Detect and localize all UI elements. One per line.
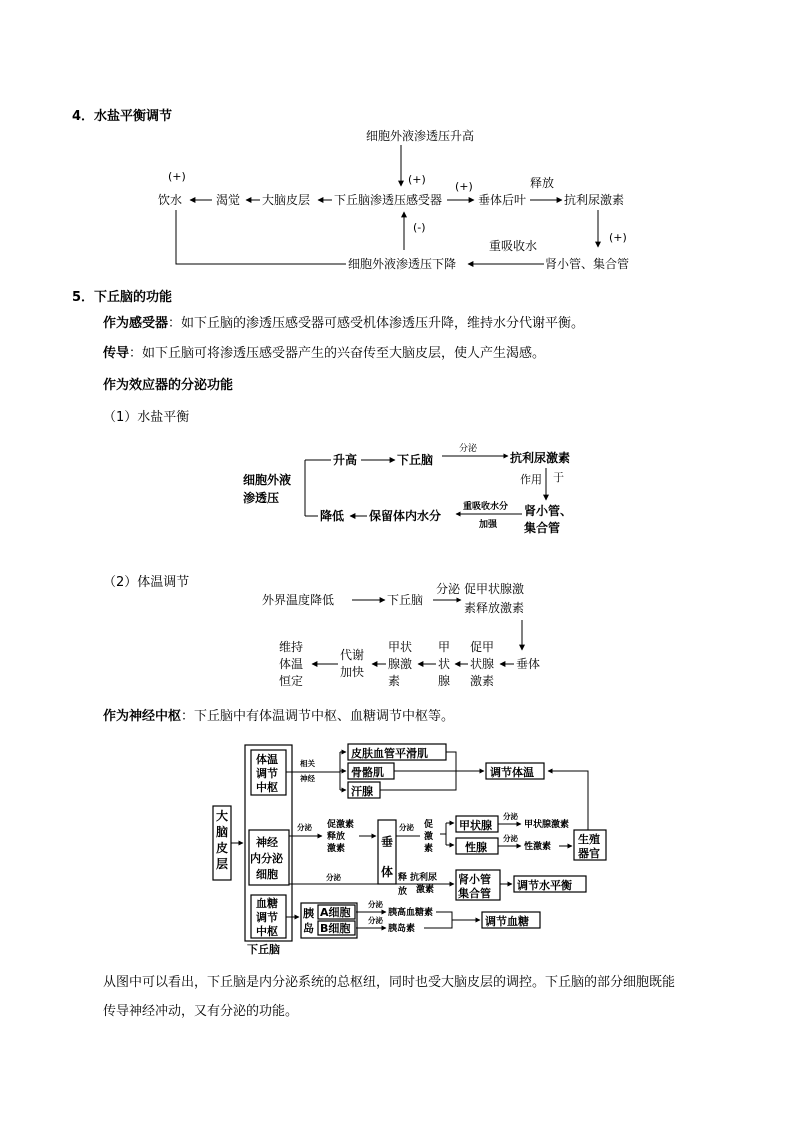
trh-text-2: 释放: [327, 832, 346, 842]
nerve-center-text: ：下丘脑中有体温调节中枢、血糖调节中枢等。: [181, 709, 455, 724]
glucose-center-text-2: 调节: [256, 911, 278, 924]
secrete-label-4g: 分泌: [368, 916, 383, 925]
strengthen-label: 加强: [479, 520, 498, 530]
gonad-label: 性腺: [465, 841, 487, 854]
glucose-center-text-1: 血糖: [256, 897, 278, 910]
section4-title: 4．水盐平衡调节: [72, 109, 173, 124]
th-label-1: 甲状: [388, 640, 413, 654]
tropic-char-1: 促: [424, 820, 434, 830]
thyroid-label-4: 甲状腺: [459, 819, 492, 832]
secrete-label-4f: 分泌: [368, 900, 383, 909]
th-label-4: 甲状腺激素: [524, 820, 570, 830]
trh-label-1: 促甲状腺激: [464, 582, 525, 596]
a-cell-label: A细胞: [320, 906, 351, 919]
tsh-label-3: 激素: [470, 674, 495, 688]
tsh-label-1: 促甲: [470, 640, 495, 654]
kidney-label-2: 集合管: [524, 521, 561, 535]
kidney-text-2: 集合管: [458, 887, 491, 900]
conduction-text: ：如下丘脑可将渗透压感受器产生的兴奋传至大脑皮层，使人产生渴感。: [129, 346, 546, 361]
cold-label: 外界温度降低: [262, 593, 335, 607]
put-char: 放: [398, 887, 408, 897]
sex-hormone-label: 性激素: [524, 842, 552, 852]
b-cell-label: B细胞: [320, 922, 351, 935]
th-label-3: 素: [388, 674, 401, 688]
pituitary-char-1: 垂: [381, 835, 394, 849]
plus-sign-left: (+): [168, 170, 186, 183]
pituitary-char-2: 体: [381, 865, 394, 879]
down-label: 降低: [320, 509, 345, 523]
islet-char-1: 胰: [303, 907, 314, 920]
tropic-char-3: 素: [424, 844, 434, 854]
trh-text-1: 促激素: [327, 820, 355, 830]
plus-sign-2: (+): [455, 180, 473, 193]
conduction-label: 传导: [103, 346, 130, 361]
subheading-water-salt: （1）水盐平衡: [103, 410, 190, 425]
reabsorb-label: 重吸收水分: [463, 502, 509, 512]
neuro-text-3: 细胞: [256, 868, 278, 881]
secrete-label-4b: 分泌: [399, 823, 414, 832]
minus-sign: (-): [413, 221, 426, 234]
neuro-text-1: 神经: [256, 836, 278, 849]
plus-sign-3: (+): [609, 231, 627, 244]
regulate-temp-label: 调节体温: [490, 766, 534, 779]
keep-label-3: 恒定: [279, 674, 304, 688]
conclusion-line-1: 从图中可以看出，下丘脑是内分泌系统的总枢纽，同时也受大脑皮层的调控。下丘脑的部分细胞既能: [103, 975, 676, 990]
skin-muscle-label: 皮肤血管平滑肌: [351, 747, 428, 760]
posterior-pituitary-label: 垂体后叶: [478, 193, 527, 207]
subheading-temperature: （2）体温调节: [103, 575, 190, 590]
kidney-label-1: 肾小管、: [524, 504, 573, 518]
sensor-label: 作为感受器: [103, 316, 169, 331]
retain-water-label: 保留体内水分: [369, 509, 442, 523]
release-label: 释放: [530, 176, 555, 190]
islet-char-2: 岛: [303, 922, 314, 935]
sweat-label: 汗腺: [351, 785, 373, 798]
kidney-text-1: 肾小管: [458, 873, 491, 886]
ecf-label-1: 细胞外液: [243, 473, 292, 487]
pituitary-label-3: 垂体: [516, 657, 541, 671]
related-nerve-1: 相关: [300, 759, 315, 768]
adh-label-2: 抗利尿激素: [510, 451, 571, 465]
skeletal-label: 骨骼肌: [351, 766, 384, 779]
thermo-text-1: 体温: [256, 753, 278, 766]
regulate-water-label: 调节水平衡: [517, 879, 572, 892]
thyroid-label-3: 腺: [438, 674, 451, 688]
plus-sign-1: (+): [408, 173, 426, 186]
insulin-label: 胰岛素: [388, 924, 416, 934]
up-label: 升高: [333, 453, 358, 467]
hypothalamus-caption: 下丘脑: [247, 943, 280, 956]
cortex-char-2: 脑: [216, 825, 229, 839]
drink-water-label: 饮水: [158, 193, 183, 207]
ecf-osmotic-fall-label: 细胞外液渗透压下降: [348, 257, 457, 271]
cortex-char-4: 层: [216, 857, 229, 871]
keep-label-2: 体温: [279, 657, 304, 671]
effector-heading: 作为效应器的分泌功能: [103, 378, 234, 393]
related-nerve-2: 神经: [300, 774, 315, 783]
thyroid-label-1: 甲: [438, 640, 451, 654]
adh-text-2: 激素: [416, 885, 435, 895]
adh-text-1: 抗利尿: [410, 873, 438, 883]
secrete-label-4c: 分泌: [503, 812, 518, 821]
thyroid-label-2: 状: [438, 657, 451, 671]
th-label-2: 腺激: [388, 657, 413, 671]
thermo-text-3: 中枢: [256, 781, 278, 794]
keep-label-1: 维持: [279, 640, 304, 654]
acts-label: 作用: [520, 473, 542, 486]
on-label: 于: [553, 471, 564, 484]
osmoreceptor-label: 下丘脑渗透压感受器: [334, 193, 443, 207]
metab-label-1: 代谢: [340, 648, 365, 662]
tropic-char-2: 激: [424, 832, 434, 842]
neuro-text-2: 内分泌: [250, 852, 283, 865]
metab-label-2: 加快: [340, 665, 365, 679]
conclusion-line-2: 传导神经冲动，又有分泌的功能。: [103, 1004, 299, 1019]
tsh-label-2: 状腺: [470, 657, 495, 671]
cortex-char-3: 皮: [216, 841, 229, 855]
secrete-label-4e: 分泌: [326, 873, 341, 882]
hypothalamus-label: 下丘脑: [397, 453, 434, 467]
nerve-center-label: 作为神经中枢: [103, 709, 182, 724]
organ-text-1: 生殖: [578, 833, 600, 846]
sensor-text: ：如下丘脑的渗透压感受器可感受机体渗透压升降，维持水分代谢平衡。: [168, 316, 585, 331]
ecf-label-2: 渗透压: [243, 491, 280, 505]
thirst-label: 渴觉: [216, 193, 241, 207]
cortex-char-1: 大: [216, 809, 229, 823]
thermo-text-2: 调节: [256, 767, 278, 780]
release-char: 释: [398, 873, 408, 883]
secrete-label-3: 分泌: [436, 582, 461, 596]
secrete-label-4a: 分泌: [297, 823, 312, 832]
regulate-glucose-label: 调节血糖: [485, 915, 529, 928]
kidney-tubule-label: 肾小管、集合管: [545, 257, 630, 271]
ecf-osmotic-rise-label: 细胞外液渗透压升高: [366, 129, 475, 143]
cortex-label: 大脑皮层: [262, 193, 311, 207]
hypothalamus-label-3: 下丘脑: [387, 593, 424, 607]
trh-label-2: 素释放激素: [464, 601, 525, 615]
glucagon-label: 胰高血糖素: [388, 908, 434, 918]
section5-title: 5．下丘脑的功能: [72, 290, 173, 305]
glucose-center-text-3: 中枢: [256, 925, 278, 938]
reabsorb-water-label: 重吸收水: [489, 239, 538, 253]
organ-text-2: 器官: [578, 847, 600, 860]
secrete-label: 分泌: [459, 444, 478, 454]
trh-text-3: 激素: [327, 844, 346, 854]
secrete-label-4d: 分泌: [503, 834, 518, 843]
adh-label: 抗利尿激素: [564, 193, 625, 207]
